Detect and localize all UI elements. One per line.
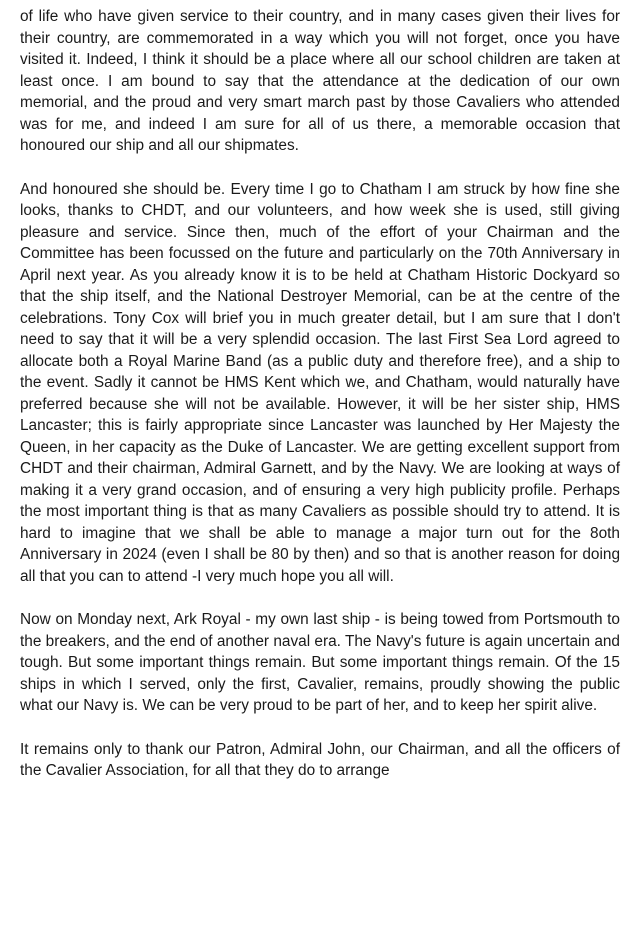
document-page <box>20 6 620 782</box>
paragraph-ark-royal: Now on Monday next, Ark Royal - my own last ship - is being towed from Portsmouth to the breakers, and the end of another naval era. The Navy's future is again uncertain and tough. But some important things remain. But some important things remain. Of the 15 ships in which I served, only the first, Cavalier, remains, proudly showing the public what our Navy is. We can be very proud to be part of her, and to keep her spirit alive. <box>20 611 620 714</box>
paragraph-anniversary: And honoured she should be. Every time I go to Chatham I am struck by how fine she looks, thanks to CHDT, and our volunteers, and how week she is used, still giving pleasure and service. Since then, much of the effort of your Chairman and the Committee has been focussed on the future and particularly on the 70th Anniversary in April next year. As you already know it is to be held at Chatham Historic Dockyard so that the ship itself, and the National Destroyer Memorial, can be at the centre of the celebrations. Tony Cox will brief you in much greater detail, but I am sure that I don't need to say that it will be a very splendid occasion. The last First Sea Lord agreed to allocate both a Royal Marine Band (as a public duty and therefore free), and a ship to the event. Sadly it cannot be HMS Kent which we, and Chatham, would naturally have preferred because she will not be available. However, it will be her sister ship, HMS Lancaster; this is fairly appropriate since Lancaster was launched by Her Majesty the Queen, in her capacity as the Duke of Lancaster. We are getting excellent support from CHDT and their chairman, Admiral Garnett, and by the Navy. We are looking at ways of making it a very grand occasion, and of ensuring a very high publicity profile. Perhaps the most important thing is that as many Cavaliers as possible should try to attend. It is hard to imagine that we shall be able to manage a major turn out for the 8oth Anniversary in 2024 (even I shall be 80 by then) and so that is another reason for doing all that you can to attend -I very much hope you all will. <box>20 180 620 585</box>
paragraph-memorial: of life who have given service to their country, and in many cases given their lives for their country, are commemorated in a way which you will not forget, once you have visited it. Indeed, I think it should be a place where all our school children are taken at least once. I am bound to say that the attendance at the dedication of our own memorial, and the proud and very smart march past by those Cavaliers who attended was for me, and indeed I am sure for all of us there, a memorable occasion that honoured our ship and all our shipmates. <box>20 8 620 154</box>
paragraph-thanks: It remains only to thank our Patron, Admiral John, our Chairman, and all the officers of the Cavalier Association, for all that they do to arrange <box>20 740 620 779</box>
